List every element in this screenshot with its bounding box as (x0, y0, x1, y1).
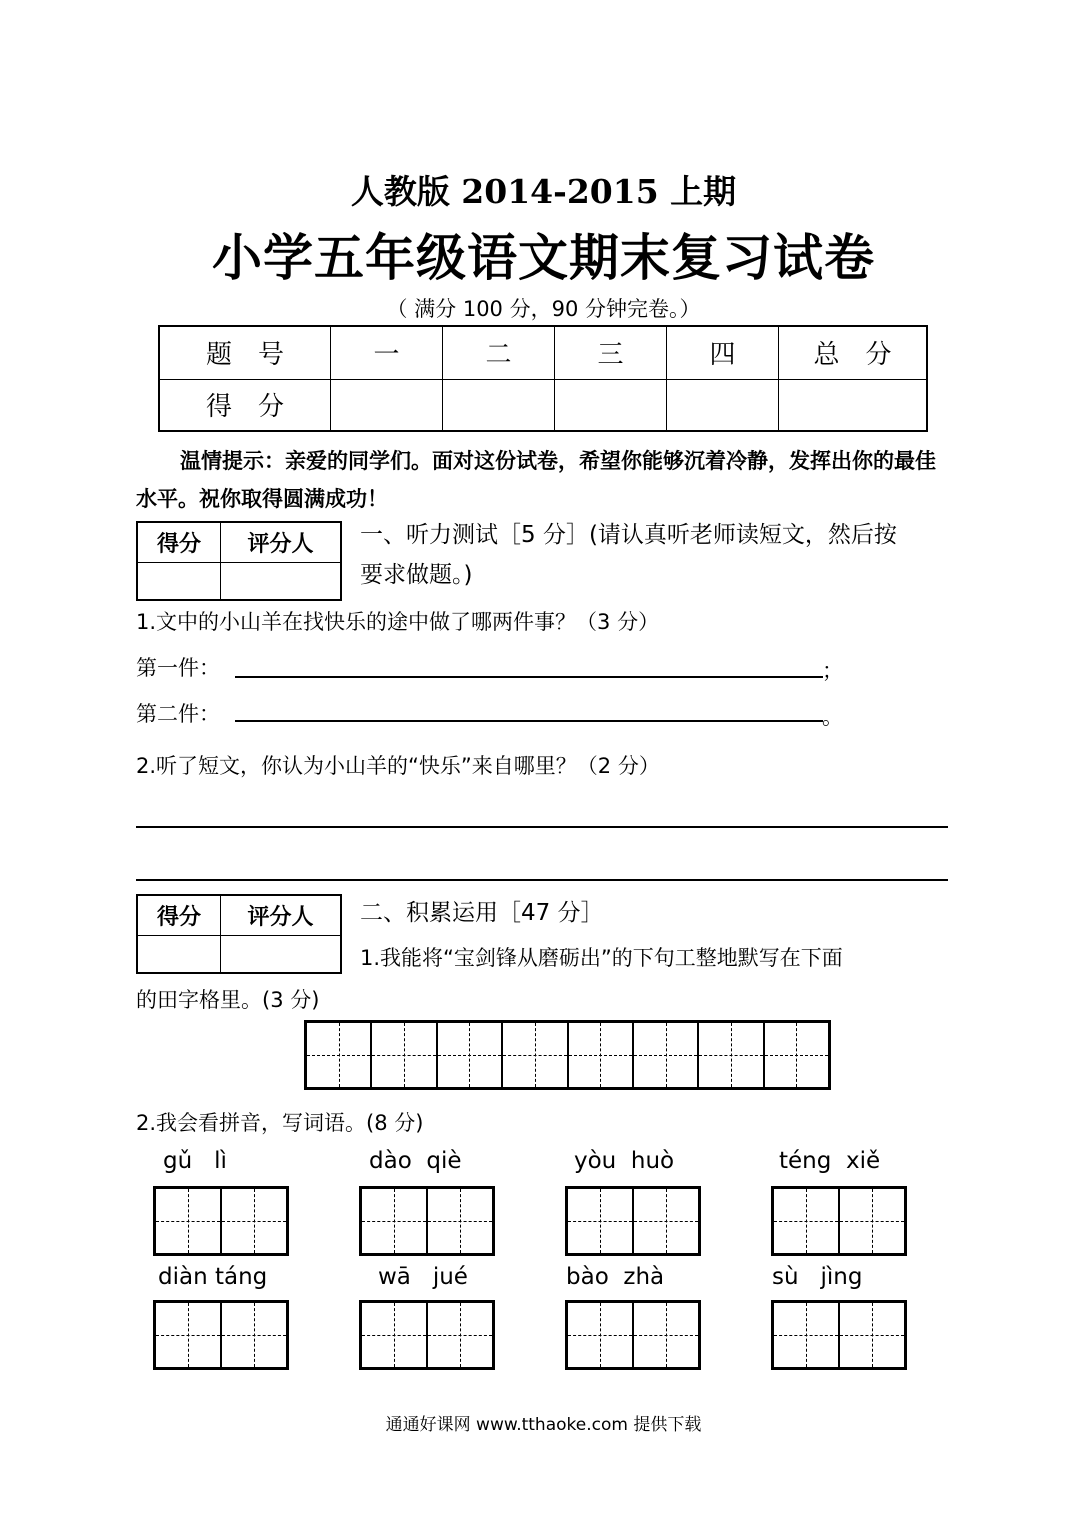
second-item-answer-line[interactable] (235, 720, 823, 722)
score-table (158, 325, 928, 432)
tianzige-cell[interactable] (774, 1303, 840, 1367)
tianzige-cell[interactable] (222, 1303, 286, 1367)
grader-reviewer-cell[interactable] (221, 935, 342, 973)
score-header-part-2: 二 (443, 326, 555, 379)
word-box[interactable] (771, 1300, 907, 1370)
word-box[interactable] (565, 1300, 701, 1370)
pinyin-bao-zha: bào zhà (566, 1264, 665, 1290)
tianzige-cell[interactable] (428, 1189, 492, 1253)
question-2-answer-line-1[interactable] (136, 826, 948, 828)
section-2-question-1-line1: 1.我能将“宝剑锋从磨砺出”的下句工整地默写在下面 (360, 946, 843, 970)
pinyin-you-huo: yòu huò (574, 1148, 675, 1174)
tianzige-cell[interactable] (307, 1023, 372, 1087)
word-box[interactable] (359, 1186, 495, 1256)
score-cell[interactable] (443, 379, 555, 431)
grader-reviewer-cell[interactable] (221, 562, 342, 600)
section-1-heading (360, 515, 960, 595)
grader-box-section-1 (136, 521, 342, 601)
pinyin-teng-xie: téng xiě (779, 1148, 881, 1174)
first-item-label: 第一件： (136, 656, 220, 680)
score-cell[interactable] (331, 379, 443, 431)
score-cell[interactable] (667, 379, 779, 431)
tianzige-cell[interactable] (362, 1303, 428, 1367)
grader-box-section-2 (136, 894, 342, 974)
tianzige-cell[interactable] (634, 1303, 698, 1367)
grader-score-label: 得分 (137, 522, 221, 562)
score-header-part-1: 一 (331, 326, 443, 379)
grader-reviewer-label: 评分人 (221, 522, 342, 562)
grader-score-cell[interactable] (137, 935, 221, 973)
word-box[interactable] (153, 1186, 289, 1256)
word-box[interactable] (359, 1300, 495, 1370)
pinyin-su-jing: sù jìng (772, 1264, 863, 1290)
word-box[interactable] (565, 1186, 701, 1256)
section-1-heading-line1: 一、听力测试［5 分］(请认真听老师读短文，然后按 (360, 522, 897, 548)
question-2-answer-line-2[interactable] (136, 879, 948, 881)
tianzige-grid-7[interactable] (304, 1020, 831, 1090)
tianzige-cell[interactable] (634, 1189, 698, 1253)
word-box[interactable] (771, 1186, 907, 1256)
first-item-answer-line[interactable] (235, 676, 823, 678)
grader-score-cell[interactable] (137, 562, 221, 600)
pinyin-dao-qie: dào qiè (369, 1148, 462, 1174)
tianzige-cell[interactable] (840, 1189, 904, 1253)
tianzige-cell[interactable] (568, 1303, 634, 1367)
tianzige-cell[interactable] (222, 1189, 286, 1253)
page-footer: 通通好课网 www.tthaoke.com 提供下载 (385, 1415, 702, 1435)
warm-tip: 温情提示：亲爱的同学们。面对这份试卷，希望你能够沉着冷静，发挥出你的最佳水平。祝你取得圆满成功！ (136, 449, 936, 511)
tianzige-cell[interactable] (568, 1189, 634, 1253)
exam-title: 小学五年级语文期末复习试卷 (212, 229, 875, 287)
pinyin-wa-jue: wā jué (378, 1264, 468, 1290)
word-box[interactable] (153, 1300, 289, 1370)
tianzige-cell[interactable] (840, 1303, 904, 1367)
section-1-heading-line2: 要求做题。) (360, 562, 473, 588)
section-2-question-2: 2.我会看拼音，写词语。(8 分) (136, 1111, 424, 1135)
section-2-question-1-line2: 的田字格里。(3 分) (136, 988, 320, 1012)
pinyin-dian-tang: diàn táng (158, 1264, 268, 1290)
tianzige-cell[interactable] (428, 1303, 492, 1367)
second-item-label: 第二件： (136, 702, 220, 726)
tianzige-cell[interactable] (774, 1189, 840, 1253)
score-header-part-3: 三 (555, 326, 667, 379)
grader-score-label: 得分 (137, 895, 221, 935)
tianzige-cell[interactable] (634, 1023, 699, 1087)
score-header-question-number: 题 号 (159, 326, 331, 379)
score-cell[interactable] (779, 379, 928, 431)
pinyin-gu-li: gǔ lì (163, 1148, 227, 1174)
tianzige-cell[interactable] (156, 1303, 222, 1367)
section-1-question-1: 1.文中的小山羊在找快乐的途中做了哪两件事？（3 分） (136, 610, 660, 634)
second-item-end: 。 (822, 705, 843, 729)
tianzige-cell[interactable] (362, 1189, 428, 1253)
tianzige-cell[interactable] (569, 1023, 634, 1087)
score-header-total: 总 分 (779, 326, 928, 379)
score-row-label: 得 分 (159, 379, 331, 431)
tianzige-cell[interactable] (372, 1023, 437, 1087)
first-item-end: ； (822, 659, 843, 683)
score-cell[interactable] (555, 379, 667, 431)
exam-subtitle: （ 满分 100 分，90 分钟完卷。） (386, 297, 701, 321)
exam-edition: 人教版 2014-2015 上期 (350, 172, 737, 211)
tianzige-cell[interactable] (699, 1023, 764, 1087)
score-header-part-4: 四 (667, 326, 779, 379)
tianzige-cell[interactable] (438, 1023, 503, 1087)
section-1-question-2: 2.听了短文，你认为小山羊的“快乐”来自哪里？（2 分） (136, 754, 660, 778)
grader-reviewer-label: 评分人 (221, 895, 342, 935)
tianzige-cell[interactable] (503, 1023, 568, 1087)
tianzige-cell[interactable] (765, 1023, 828, 1087)
section-2-heading: 二、积累运用［47 分］ (360, 900, 604, 926)
tianzige-cell[interactable] (156, 1189, 222, 1253)
